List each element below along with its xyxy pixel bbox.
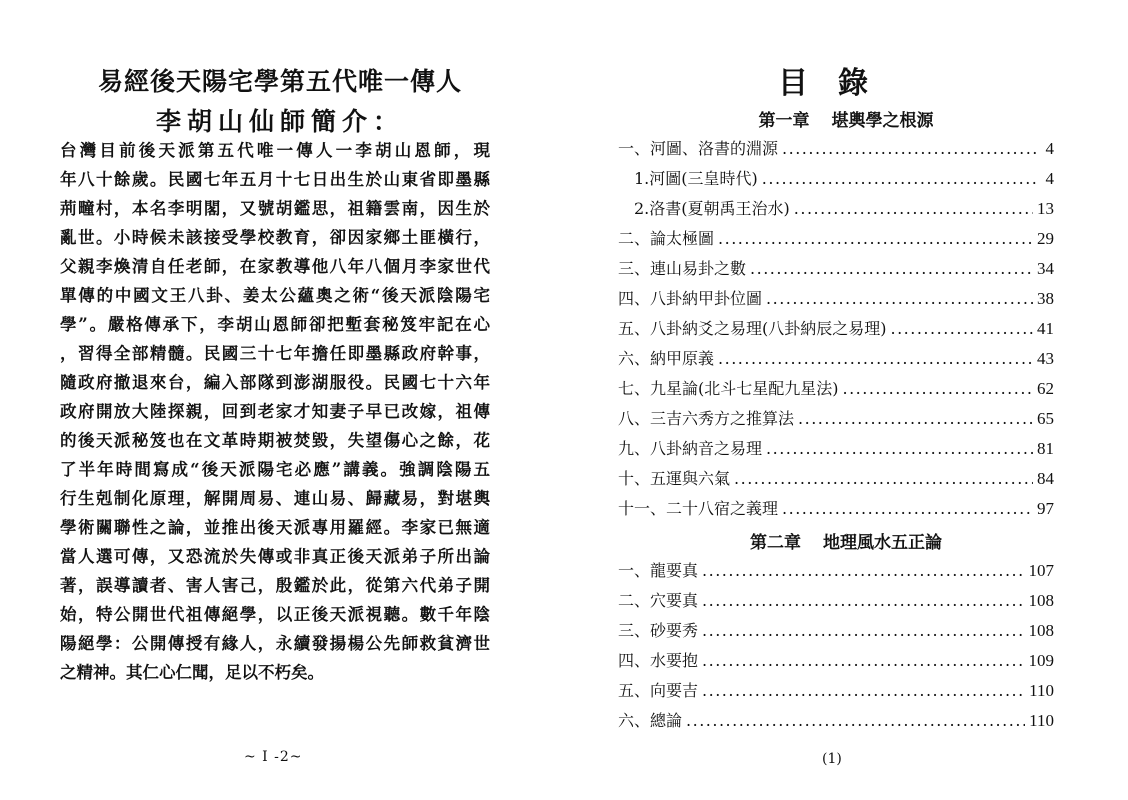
toc-entry-page: 108 [1028,591,1054,610]
toc-entry-label: 六、納甲原義 [618,349,715,368]
chapter-1-toc-entry [618,284,1054,314]
chapter-1-label: 第一章 [758,111,810,131]
bio-line: 亂世。小時候未該接受學校教育，卻因家鄉土匪橫行， [60,228,490,247]
toc-leader-dots [766,434,1033,464]
toc-entry-label: 三、連山易卦之數 [618,259,747,278]
toc-entry-page: 109 [1028,651,1054,670]
toc-entry-page: 81 [1037,439,1054,458]
chapter-2-toc-entry [618,556,1054,586]
bio-body [60,136,490,687]
toc-entry-page: 65 [1037,409,1054,428]
chapter-2-heading [564,528,1128,553]
toc-entry-page: 13 [1037,199,1054,218]
toc-leader-dots [702,676,1025,706]
toc-entry-label: 1.河圖(三皇時代) [634,169,758,188]
bio-line: 學”。嚴格傳承下，李胡山恩師卻把塹套秘笈牢記在心 [60,315,490,334]
toc-leader-dots [734,464,1033,494]
right-page-number: (1) [822,751,842,767]
toc-entry-label: 七、九星論(北斗七星配九星法) [618,379,839,398]
toc-entry-page: 41 [1037,319,1054,338]
chapter-2-toc-entry [618,676,1054,706]
chapter-1-toc-entry [618,224,1054,254]
chapter-1-toc [618,134,1054,524]
toc-entry-page: 43 [1037,349,1054,368]
chapter-1-toc-entry [618,344,1054,374]
toc-entry-page: 62 [1037,379,1054,398]
toc-entry-page: 34 [1037,259,1054,278]
toc-leader-dots [686,706,1025,736]
chapter-1-toc-entry [618,374,1054,404]
toc-entry-label: 四、八卦納甲卦位圖 [618,289,763,308]
bio-line: 父親李煥清自任老師，在家教導他八年八個月李家世代 [60,257,490,276]
right-page [564,0,1128,800]
chapter-2-toc-entry [618,646,1054,676]
bio-line: 台灣目前後天派第五代唯一傳人一李胡山恩師，現 [60,141,490,160]
chapter-1-toc-entry [618,434,1054,464]
toc-entry-label: 五、八卦納爻之易理(八卦納辰之易理) [618,319,887,338]
bio-title-line1: 易經後天陽宅學第五代唯一傳人 [97,67,462,96]
toc-leader-dots [718,344,1033,374]
toc-leader-dots [782,134,1036,164]
toc-entry-page: 110 [1029,711,1054,730]
bio-line: 了半年時間寫成“後天派陽宅必應”講義。強調陰陽五 [60,460,490,479]
chapter-2-name: 地理風水五正論 [823,533,942,553]
chapter-1-toc-entry [618,134,1054,164]
toc-leader-dots [843,374,1034,404]
toc-leader-dots [766,284,1033,314]
bio-line: 當人選可傳，又恐流於失傳或非真正後天派弟子所出論 [60,547,490,566]
chapter-1-toc-entry [618,404,1054,434]
chapter-2-toc-entry [618,616,1054,646]
chapter-1-toc-entry [618,494,1054,524]
toc-leader-dots [702,556,1024,586]
toc-entry-label: 一、龍要真 [618,561,699,580]
toc-leader-dots [702,586,1024,616]
bio-line: 陽絕學：公開傳授有緣人，永續發揚楊公先師救貧濟世 [60,634,490,653]
toc-entry-label: 十一、二十八宿之義理 [618,499,779,518]
chapter-1-toc-entry [618,254,1054,284]
toc-entry-page: 84 [1037,469,1054,488]
bio-line: 學術關聯性之論，並推出後天派專用羅經。李家已無適 [60,518,490,537]
toc-entry-label: 十、五運與六氣 [618,469,731,488]
bio-line: 始，特公開世代祖傳絕學，以正後天派視聽。數千年陰 [60,605,490,624]
chapter-1-toc-entry [618,314,1054,344]
bio-line: 行生剋制化原理，解開周易、連山易、歸藏易，對堪輿 [60,489,490,508]
toc-entry-label: 二、論太極圖 [618,229,715,248]
toc-entry-label: 五、向要吉 [618,681,699,700]
toc-entry-label: 2.洛書(夏朝禹王治水) [634,199,790,218]
toc-entry-page: 29 [1037,229,1054,248]
toc-entry-page: 107 [1028,561,1054,580]
chapter-2-label: 第二章 [750,533,801,553]
toc-leader-dots [750,254,1033,284]
toc-entry-label: 二、穴要真 [618,591,699,610]
chapter-1-toc-entry [618,464,1054,494]
toc-entry-page: 110 [1029,681,1054,700]
toc-entry-page: 4 [1045,139,1054,158]
left-page-number: ~ I -2~ [244,749,303,765]
toc-leader-dots [762,164,1036,194]
toc-leader-dots [782,494,1033,524]
bio-line: 年八十餘歲。民國七年五月十七日出生於山東省即墨縣 [60,170,490,189]
toc-entry-page: 97 [1037,499,1054,518]
bio-line: ，習得全部精髓。民國三十七年擔任即墨縣政府幹事， [60,344,490,363]
toc-leader-dots [718,224,1033,254]
toc-entry-label: 三、砂要秀 [618,621,699,640]
toc-entry-page: 108 [1028,621,1054,640]
bio-line: 政府開放大陸探親，回到老家才知妻子早已改嫁，祖傳 [60,402,490,421]
bio-line: 荊疃村，本名李明閣，又號胡鑑思，祖籍雲南，因生於 [60,199,490,218]
toc-entry-label: 九、八卦納音之易理 [618,439,763,458]
chapter-2-toc [618,556,1054,736]
chapter-2-toc-entry [618,586,1054,616]
toc-leader-dots [798,404,1033,434]
toc-entry-label: 四、水要抱 [618,651,699,670]
bio-line: 單傳的中國文王八卦、姜太公蘊奧之術“後天派陰陽宅 [60,286,490,305]
bio-title-line2: 李胡山仙師簡介： [155,107,404,136]
chapter-1-heading [564,106,1128,131]
chapter-2-toc-entry [618,706,1054,736]
toc-entry-label: 六、總論 [618,711,683,730]
chapter-1-toc-entry [618,164,1054,194]
toc-entry-label: 一、河圖、洛書的淵源 [618,139,779,158]
bio-line: 隨政府撤退來台，編入部隊到澎湖服役。民國七十六年 [60,373,490,392]
toc-leader-dots [794,194,1033,224]
toc-title: 目錄 [778,66,898,101]
chapter-1-toc-entry [618,194,1054,224]
toc-entry-page: 38 [1037,289,1054,308]
toc-leader-dots [891,314,1034,344]
bio-line: 著，誤導讀者、害人害己，殷鑑於此，從第六代弟子開 [60,576,490,595]
toc-leader-dots [702,646,1024,676]
chapter-1-name: 堪輿學之根源 [831,111,934,131]
bio-line: 的後天派秘笈也在文革時期被焚毀，失望傷心之餘，花 [60,431,490,450]
toc-leader-dots [702,616,1024,646]
bio-line: 之精神。其仁心仁聞，足以不朽矣。 [60,663,324,682]
toc-entry-label: 八、三吉六秀方之推算法 [618,409,795,428]
toc-entry-page: 4 [1045,169,1054,188]
